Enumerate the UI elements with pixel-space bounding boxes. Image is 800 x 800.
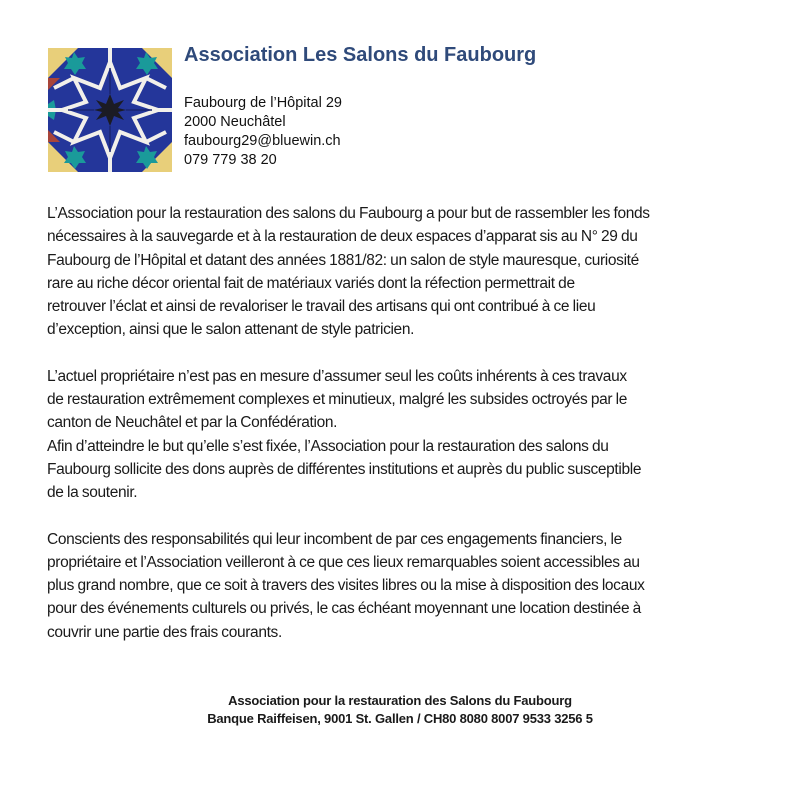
address-city: 2000 Neuchâtel bbox=[184, 114, 286, 130]
text-line: de la soutenir. bbox=[47, 484, 138, 502]
text-line: couvrir une partie des frais courants. bbox=[47, 623, 282, 641]
phone-number: 079 779 38 20 bbox=[184, 152, 277, 168]
text-line: L’actuel propriétaire n’est pas en mesure d’assumer seul les coûts inhérents à ces travaux bbox=[47, 367, 627, 385]
text-line: plus grand nombre, que ce soit à travers des visites libres ou la mise à disposition des locaux bbox=[47, 577, 645, 595]
text-line: Faubourg de l’Hôpital et datant des années 1881/82: un salon de style mauresque, curiosité bbox=[47, 251, 639, 269]
email-address: faubourg29@bluewin.ch bbox=[184, 133, 341, 149]
footer-association-name: Association pour la restauration des Salons du Faubourg bbox=[228, 693, 572, 708]
body-text bbox=[47, 202, 755, 667]
text-line: nécessaires à la sauvegarde et à la restauration de deux espaces d’apparat sis au N° 29 du bbox=[47, 228, 638, 246]
address-street: Faubourg de l’Hôpital 29 bbox=[184, 95, 342, 111]
text-line: retrouver l’éclat et ainsi de revaloriser le travail des artisans qui ont contribué à ce lieu bbox=[47, 298, 596, 316]
footer-bank-details bbox=[0, 692, 800, 728]
text-line: propriétaire et l’Association veilleront à ce que ces lieux remarquables soient accessibles au bbox=[47, 553, 640, 571]
contact-block bbox=[184, 94, 342, 170]
footer-bank-account: Banque Raiffeisen, 9001 St. Gallen / CH80 8080 8007 9533 3256 5 bbox=[207, 711, 593, 726]
text-line: pour des événements culturels ou privés, le cas échéant moyennant une location destinée à bbox=[47, 600, 641, 618]
page-title: Association Les Salons du Faubourg bbox=[184, 44, 537, 66]
text-line: Faubourg sollicite des dons auprès de différentes institutions et auprès du public susceptible bbox=[47, 460, 642, 478]
text-line: d’exception, ainsi que le salon attenant de style patricien. bbox=[47, 321, 415, 339]
moorish-star-tile-icon bbox=[48, 48, 172, 172]
text-line: rare au riche décor oriental fait de matériaux variés dont la réfection permettrait de bbox=[47, 274, 575, 292]
paragraph-funding bbox=[47, 365, 755, 505]
text-line: L’Association pour la restauration des salons du Faubourg a pour but de rassembler les fonds bbox=[47, 205, 650, 222]
text-line: Conscients des responsabilités qui leur incombent de par ces engagements financiers, le bbox=[47, 530, 622, 548]
paragraph-accessibility bbox=[47, 528, 755, 644]
text-line: canton de Neuchâtel et par la Confédération. bbox=[47, 414, 338, 432]
text-line: de restauration extrêmement complexes et minutieux, malgré les subsides octroyés par le bbox=[47, 391, 628, 409]
text-line: Afin d’atteindre le but qu’elle s’est fixée, l’Association pour la restauration des salons du bbox=[47, 437, 609, 455]
paragraph-purpose bbox=[47, 202, 755, 342]
